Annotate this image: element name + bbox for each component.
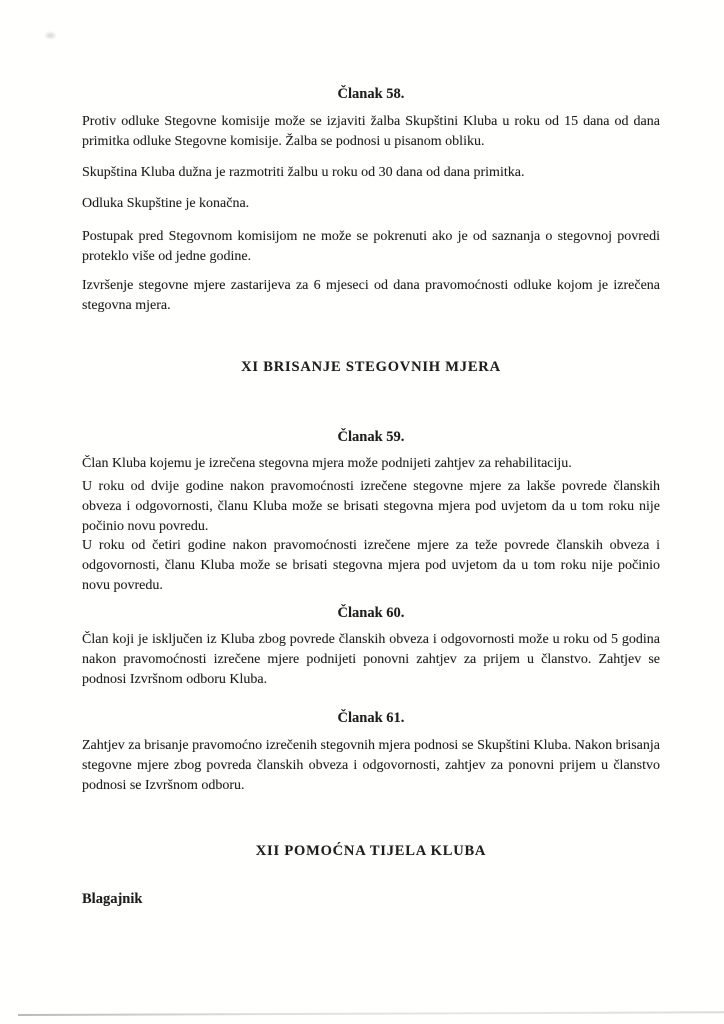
paragraph: Odluka Skupštine je konačna. bbox=[82, 196, 250, 211]
paragraph: Izvršenje stegovne mjere zastarijeva za 6 mjeseci od dana pravomoćnosti odluke kojom je izrečena stegovna mjera. bbox=[82, 278, 660, 313]
subsection-title: Blagajnik bbox=[82, 891, 143, 907]
paragraph: Član Kluba kojemu je izrečena stegovna mjera može podnijeti zahtjev za rehabilitaciju. bbox=[82, 456, 572, 471]
paragraph: U roku od četiri godine nakon pravomoćnosti izrečene mjere za teže povrede članskih obveza i odgovornosti, članu Kluba može se brisati stegovna mjera pod uvjetom da u tom roku nije počinio novu povredu. bbox=[82, 538, 660, 593]
paragraph: Protiv odluke Stegovne komisije može se izjaviti žalba Skupštini Kluba u roku od 15 dana od dana primitka odluke Stegovne komisije. Žalba se podnosi u pisanom obliku. bbox=[82, 114, 660, 149]
paragraph: Zahtjev za brisanje pravomoćno izrečenih stegovnih mjera podnosi se Skupštini Kluba. Nakon brisanja stegovne mjere zbog povreda članskih obveza i odgovornosti, zahtjev za ponovni prijem u članstvo podnosi se Izvršnom odboru. bbox=[82, 738, 660, 793]
scan-edge-line bbox=[18, 1011, 724, 1015]
paragraph: Postupak pred Stegovnom komisijom ne može se pokrenuti ako je od saznanja o stegovnoj povredi proteklo više od jedne godine. bbox=[82, 229, 660, 264]
paragraph: Skupština Kluba dužna je razmotriti žalbu u roku od 30 dana od dana primitka. bbox=[82, 165, 525, 180]
paragraph: U roku od dvije godine nakon pravomoćnosti izrečene stegovne mjere za lakše povrede članskih obveza i odgovornosti, članu Kluba može se brisati stegovna mjera pod uvjetom da u tom roku nije počinio novu povredu. bbox=[82, 479, 660, 534]
article-heading: Članak 58. bbox=[337, 86, 405, 102]
section-heading: XI BRISANJE STEGOVNIH MJERA bbox=[241, 359, 501, 375]
article-heading: Članak 59. bbox=[337, 429, 405, 445]
article-heading: Članak 60. bbox=[337, 605, 405, 621]
section-heading: XII POMOĆNA TIJELA KLUBA bbox=[255, 843, 487, 859]
scan-smudge bbox=[44, 31, 57, 40]
paragraph: Član koji je isključen iz Kluba zbog povrede članskih obveza i odgovornosti može u roku od 5 godina nakon pravomoćnosti izrečene mjere podnijeti ponovni zahtjev za prijem u članstvo. Zahtjev se podnosi Izvršnom odboru Kluba. bbox=[82, 632, 660, 687]
article-heading: Članak 61. bbox=[337, 710, 405, 726]
